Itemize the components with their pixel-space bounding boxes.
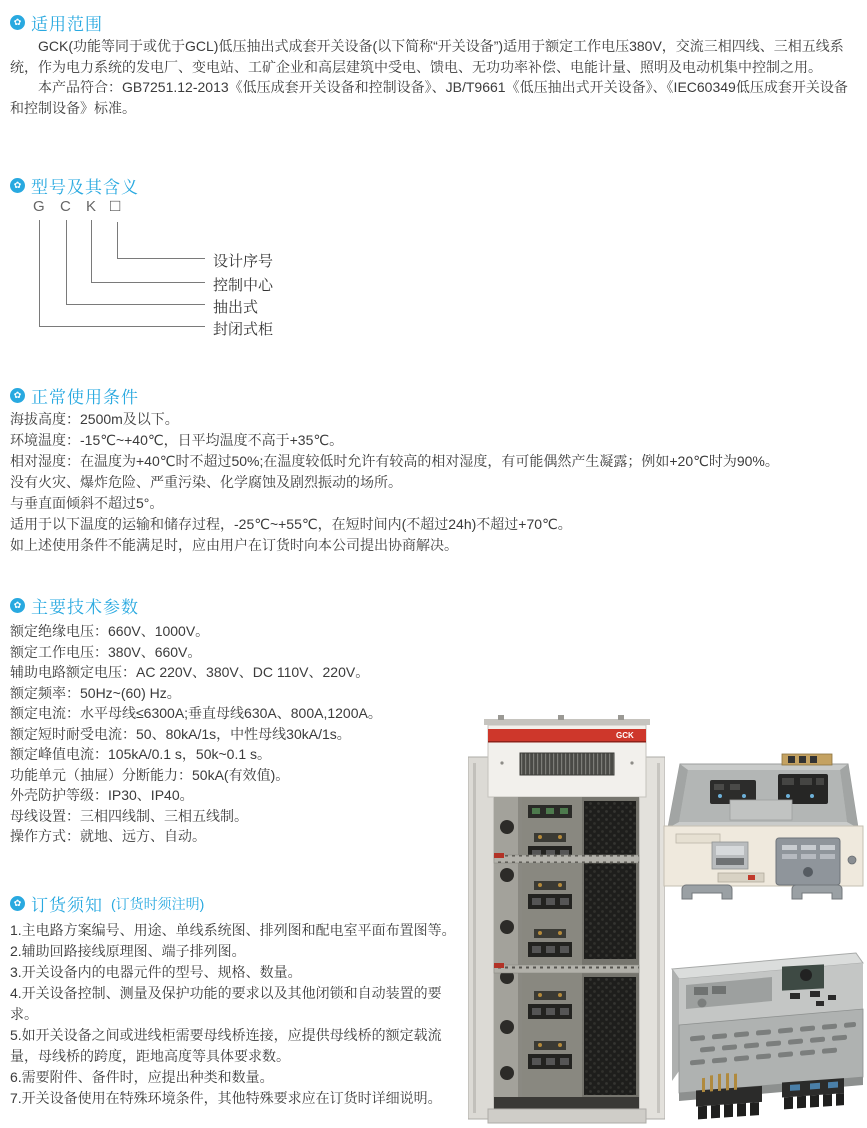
- section-bullet-icon: ✿: [10, 15, 25, 30]
- model-placeholder-box: □: [110, 196, 121, 215]
- order-item: 3.开关设备内的电器元件的型号、规格、数量。: [10, 964, 302, 980]
- condition-line: 适用于以下温度的运输和储存过程，-25℃~+55℃，在短时间内(不超过24h)不超过+70℃。: [10, 516, 572, 532]
- indicator-red: [748, 875, 755, 880]
- leader-line: [91, 282, 205, 283]
- parameter-line: 功能单元（抽屉）分断能力：50kA(有效值)。: [10, 766, 290, 783]
- section-title-scope: 适用范围: [31, 15, 103, 34]
- order-item: 4.开关设备控制、测量及保护功能的要求以及其他闭锁和自动装置的要求。: [10, 985, 442, 1022]
- section-header-conditions: [10, 383, 139, 408]
- section-title-parameters: 主要技术参数: [31, 598, 139, 617]
- model-label-enclosed-cabinet: 封闭式柜: [213, 321, 274, 338]
- condition-line: 环境温度：-15℃~+40℃，日平均温度不高于+35℃。: [10, 432, 344, 448]
- leader-line: [66, 304, 205, 305]
- model-letter-g: G: [33, 198, 45, 215]
- parameter-line: 额定绝缘电压：660V、1000V。: [10, 623, 210, 639]
- contactor-component: [778, 774, 828, 804]
- ordering-list: [10, 920, 462, 1109]
- leader-line: [117, 222, 118, 258]
- leader-line: [117, 258, 205, 259]
- parameter-line: 额定电流：水平母线≤6300A;垂直母线630A、800A,1200A。: [10, 705, 382, 721]
- drawer-unit-photo: [660, 742, 867, 900]
- parameter-line: 额定工作电压：380V、660V。: [10, 643, 202, 660]
- order-item: 6.需要附件、备件时，应提出种类和数量。: [10, 1069, 274, 1085]
- model-label-control-center: 控制中心: [213, 277, 274, 294]
- scope-paragraph-2: 本产品符合：GB7251.12-2013《低压成套开关设备和控制设备》、JB/T9661《低压抽出式开关设备》、《IEC60349低压成套开关设备和控制设备》标准。: [10, 79, 848, 116]
- model-letter-c: C: [60, 198, 71, 215]
- model-label-design-number: 设计序号: [213, 253, 274, 270]
- section-bullet-icon: ✿: [10, 388, 25, 403]
- scope-paragraph-1: GCK(功能等同于或优于GCL)低压抽出式成套开关设备(以下简称“开关设备”)适用于额定工作电压380V，交流三相四线、三相五线系统，作为电力系统的发电厂、变电站、工矿企业和高层建筑中受电、馈电、无功功率补偿、电能计量、照明及电动机集中控制之用。: [10, 38, 844, 75]
- drawer-handle: [682, 885, 732, 899]
- section-title-model: 型号及其含义: [31, 178, 139, 197]
- model-letter-k: K: [86, 198, 97, 215]
- section-bullet-icon: ✿: [10, 178, 25, 193]
- parameter-line: 外壳防护等级：IP30、IP40。: [10, 787, 194, 803]
- order-item: 7.开关设备使用在特殊环境条件，其他特殊要求应在订货时详细说明。: [10, 1090, 442, 1106]
- leader-line: [39, 220, 40, 326]
- ventilation-grille: [520, 753, 614, 775]
- mesh-panel: [584, 801, 636, 959]
- cabinet-brand-label: GCK: [616, 731, 634, 740]
- parameter-line: 母线设置：三相四线制、三相五线制。: [10, 807, 248, 824]
- leader-line: [39, 326, 205, 327]
- panel-lock: [848, 856, 856, 864]
- condition-line: 与垂直面倾斜不超过5°。: [10, 495, 164, 511]
- section-header-parameters: [10, 593, 139, 618]
- section-bullet-icon: ✿: [10, 896, 25, 911]
- model-label-drawout-type: 抽出式: [213, 299, 259, 316]
- stab-connector-block: [782, 1078, 844, 1109]
- order-item: 1.主电路方案编号、用途、单线系统图、排列图和配电室平面布置图等。: [10, 922, 456, 938]
- leader-line: [91, 220, 92, 282]
- condition-line: 没有火灾、爆炸危险、严重污染、化学腐蚀及剧烈振动的场所。: [10, 474, 402, 490]
- section-bullet-icon: ✿: [10, 598, 25, 613]
- operating-handle: [712, 842, 748, 869]
- cabinet-photo: [468, 705, 665, 1128]
- conditions-list: [10, 409, 860, 556]
- section-subtitle-ordering: (订货时须注明): [111, 895, 205, 912]
- drawer-chassis-photo: [660, 945, 867, 1127]
- leader-line: [66, 220, 67, 304]
- scope-text: [10, 36, 860, 118]
- section-header-model: [10, 173, 139, 198]
- order-item: 2.辅助回路接线原理图、端子排列图。: [10, 943, 246, 959]
- parameter-line: 操作方式：就地、远方、自动。: [10, 828, 206, 844]
- parameters-list: [10, 621, 470, 847]
- condition-line: 相对湿度：在温度为+40℃时不超过50%;在温度较低时允许有较高的相对湿度，有可能偶然产生凝露；例如+20℃时为90%。: [10, 453, 779, 469]
- mesh-panel: [584, 977, 636, 1095]
- order-item: 5.如开关设备之间或进线柜需要母线桥连接，应提供母线桥的额定载流量，母线桥的跨度，距地高度等具体要求数。: [10, 1027, 442, 1064]
- section-title-ordering: 订货须知: [31, 896, 103, 915]
- parameter-line: 额定频率：50Hz~(60) Hz。: [10, 684, 181, 701]
- section-title-conditions: 正常使用条件: [31, 388, 139, 407]
- parameter-line: 额定短时耐受电流：50、80kA/1s，中性母线30kA/1s。: [10, 725, 351, 742]
- section-header-scope: [10, 10, 103, 35]
- section-header-ordering: [10, 891, 204, 916]
- model-designation-diagram: [25, 198, 445, 340]
- drawer-handle: [792, 885, 842, 899]
- parameter-line: 辅助电路额定电压：AC 220V、380V、DC 110V、220V。: [10, 664, 370, 680]
- control-panel: [776, 838, 840, 885]
- condition-line: 如上述使用条件不能满足时，应由用户在订货时向本公司提出协商解决。: [10, 537, 458, 553]
- condition-line: 海拔高度：2500m及以下。: [10, 411, 179, 427]
- parameter-line: 额定峰值电流：105kA/0.1 s，50k~0.1 s。: [10, 746, 272, 762]
